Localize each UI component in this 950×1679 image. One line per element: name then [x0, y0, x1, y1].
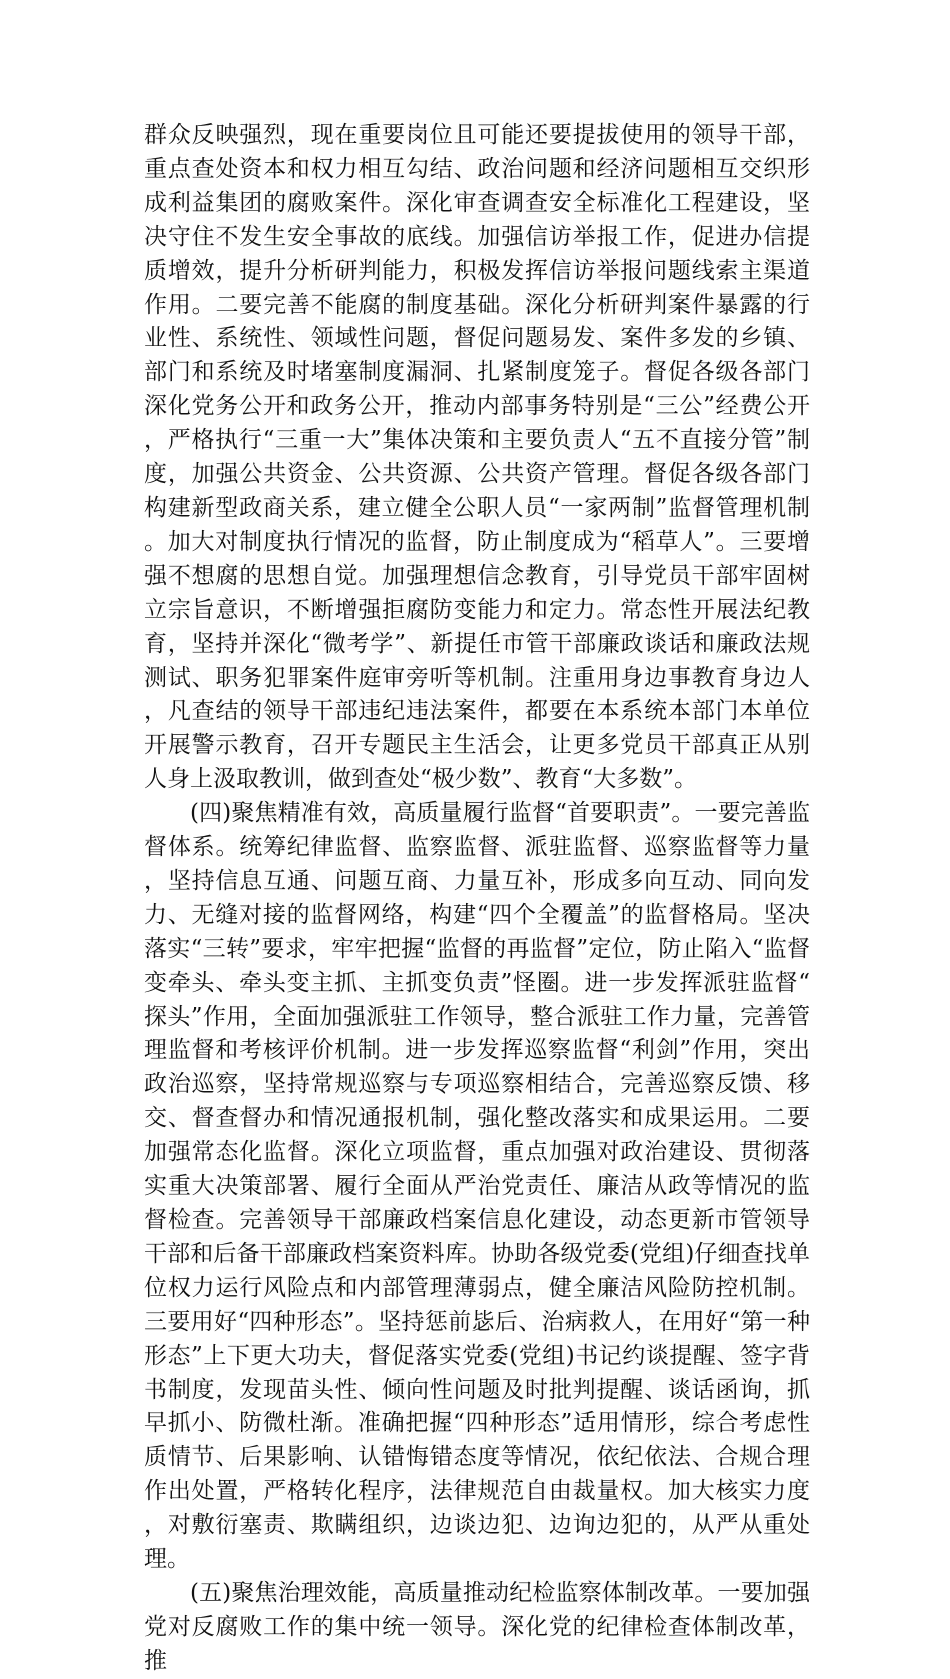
body-paragraph-2: (四)聚焦精准有效，高质量履行监督“首要职责”。一要完善监督体系。统筹纪律监督、监察监督、派驻监督、巡察监督等力量，坚持信息互通、问题互商、力量互补，形成多向互动、同向发力、无缝对接的监督网络，构建“四个全覆盖”的监督格局。坚决落实“三转”要求，牢牢把握“监督的再监督”定位，防止陷入“监督变牵头、牵头变主抓、主抓变负责”怪圈。进一步发挥派驻监督“探头”作用，全面加强派驻工作领导，整合派驻工作力量，完善管理监督和考核评价机制。进一步发挥巡察监督“利剑”作用，突出政治巡察，坚持常规巡察与专项巡察相结合，完善巡察反馈、移交、督查督办和情况通报机制，强化整改落实和成果运用。二要加强常态化监督。深化立项监督，重点加强对政治建设、贯彻落实重大决策部署、履行全面从严治党责任、廉洁从政等情况的监督检查。完善领导干部廉政档案信息化建设，动态更新市管领导干部和后备干部廉政档案资料库。协助各级党委(党组)仔细查找单位权力运行风险点和内部管理薄弱点，健全廉洁风险防控机制。三要用好“四种形态”。坚持惩前毖后、治病救人，在用好“第一种形态”上下更大功夫，督促落实党委(党组)书记约谈提醒、签字背书制度，发现苗头性、倾向性问题及时批判提醒、谈话函询，抓早抓小、防微杜渐。准确把握“四种形态”适用情形，综合考虑性质情节、后果影响、认错悔错态度等情况，依纪依法、合规合理作出处置，严格转化程序，法律规范自由裁量权。加大核实力度，对敷衍塞责、欺瞒组织，边谈边犯、边询边犯的，从严从重处理。	[144, 800, 810, 1573]
document-body	[144, 119, 810, 1679]
body-paragraph-1: 群众反映强烈，现在重要岗位且可能还要提拔使用的领导干部，重点查处资本和权力相互勾结、政治问题和经济问题相互交织形成利益集团的腐败案件。深化审查调查安全标准化工程建设，坚决守住不发生安全事故的底线。加强信访举报工作，促进办信提质增效，提升分析研判能力，积极发挥信访举报问题线索主渠道作用。二要完善不能腐的制度基础。深化分析研判案件暴露的行业性、系统性、领域性问题，督促问题易发、案件多发的乡镇、部门和系统及时堵塞制度漏洞、扎紧制度笼子。督促各级各部门深化党务公开和政务公开，推动内部事务特别是“三公”经费公开，严格执行“三重一大”集体决策和主要负责人“五不直接分管”制度，加强公共资金、公共资源、公共资产管理。督促各级各部门构建新型政商关系，建立健全公职人员“一家两制”监督管理机制。加大对制度执行情况的监督，防止制度成为“稻草人”。三要增强不想腐的思想自觉。加强理想信念教育，引导党员干部牢固树立宗旨意识，不断增强拒腐防变能力和定力。常态性开展法纪教育，坚持并深化“微考学”、新提任市管干部廉政谈话和廉政法规测试、职务犯罪案件庭审旁听等机制。注重用身边事教育身边人，凡查结的领导干部违纪违法案件，都要在本系统本部门本单位开展警示教育，召开专题民主生活会，让更多党员干部真正从别人身上汲取教训，做到查处“极少数”、教育“大多数”。	[144, 122, 810, 793]
body-paragraph-3: (五)聚焦治理效能，高质量推动纪检监察体制改革。一要加强党对反腐败工作的集中统一领导。深化党的纪律检查体制改革，推	[144, 1579, 810, 1674]
